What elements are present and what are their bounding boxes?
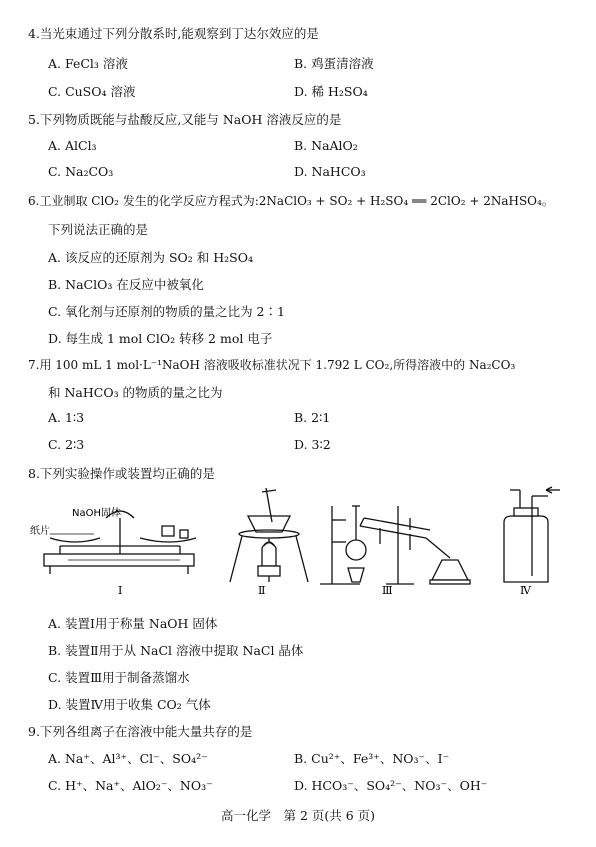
q7-stem: 7.用 100 mL 1 mol·L⁻¹NaOH 溶液吸收标准状况下 1.792 L CO₂,所得溶液中的 Na₂CO₃ [28,358,516,372]
figure-label-4: Ⅳ [520,584,531,597]
q9-option-a: A. Na⁺、Al³⁺、Cl⁻、SO₄²⁻ [48,751,208,766]
q5-option-d: D. NaHCO₃ [294,164,366,179]
q8-option-a: A. 装置Ⅰ用于称量 NaOH 固体 [48,616,218,631]
q6-stem: 6.工业制取 ClO₂ 发生的化学反应方程式为:2NaClO₃ + SO₂ + H₂SO₄ ══ 2ClO₂ + 2NaHSO₄。 [28,194,554,208]
q7-option-a: A. 1∶3 [48,410,85,425]
q5-option-b: B. NaAlO₂ [294,138,358,153]
q4-option-c: C. CuSO₄ 溶液 [48,84,136,99]
q5-stem: 5.下列物质既能与盐酸反应,又能与 NaOH 溶液反应的是 [28,112,342,127]
q7-option-b: B. 2∶1 [294,410,331,425]
q9-stem: 9.下列各组离子在溶液中能大量共存的是 [28,724,253,739]
apparatus-figure [30,486,570,598]
q4-stem: 4.当光束通过下列分散系时,能观察到丁达尔效应的是 [28,26,319,41]
q4-option-b: B. 鸡蛋清溶液 [294,56,374,71]
q9-option-b: B. Cu²⁺、Fe³⁺、NO₃⁻、I⁻ [294,751,450,766]
q5-option-c: C. Na₂CO₃ [48,164,114,179]
q4-option-d: D. 稀 H₂SO₄ [294,84,368,99]
figure-label-3: Ⅲ [382,584,393,597]
gas-bottle-diagram [504,487,560,582]
q6-option-c: C. 氧化剂与还原剂的物质的量之比为 2∶1 [48,304,285,319]
paper-label: 纸片 [30,526,50,537]
evaporation-diagram [230,488,308,582]
distillation-diagram [320,506,470,584]
naoh-label: NaOH固体 [72,508,121,519]
q6-option-b: B. NaClO₃ 在反应中被氧化 [48,277,204,292]
q9-option-c: C. H⁺、Na⁺、AlO₂⁻、NO₃⁻ [48,778,213,793]
page-footer: 高一化学 第 2 页(共 6 页) [220,808,376,823]
q5-option-a: A. AlCl₃ [48,138,97,153]
q8-stem: 8.下列实验操作或装置均正确的是 [28,466,215,481]
q9-option-d: D. HCO₃⁻、SO₄²⁻、NO₃⁻、OH⁻ [294,778,488,793]
q8-option-d: D. 装置Ⅳ用于收集 CO₂ 气体 [48,697,211,712]
q6-option-a: A. 该反应的还原剂为 SO₂ 和 H₂SO₄ [48,250,253,265]
q8-option-b: B. 装置Ⅱ用于从 NaCl 溶液中提取 NaCl 晶体 [48,643,304,658]
balance-diagram [44,511,196,574]
q8-option-c: C. 装置Ⅲ用于制备蒸馏水 [48,670,190,685]
q6-option-d: D. 每生成 1 mol ClO₂ 转移 2 mol 电子 [48,331,273,346]
q6-stem-2: 下列说法正确的是 [48,222,149,237]
q7-option-d: D. 3∶2 [294,437,331,452]
q7-option-c: C. 2∶3 [48,437,85,452]
figure-label-2: Ⅱ [258,584,266,597]
q4-option-a: A. FeCl₃ 溶液 [48,56,128,71]
q7-stem-2: 和 NaHCO₃ 的物质的量之比为 [48,385,223,400]
figure-label-1: Ⅰ [118,584,123,597]
